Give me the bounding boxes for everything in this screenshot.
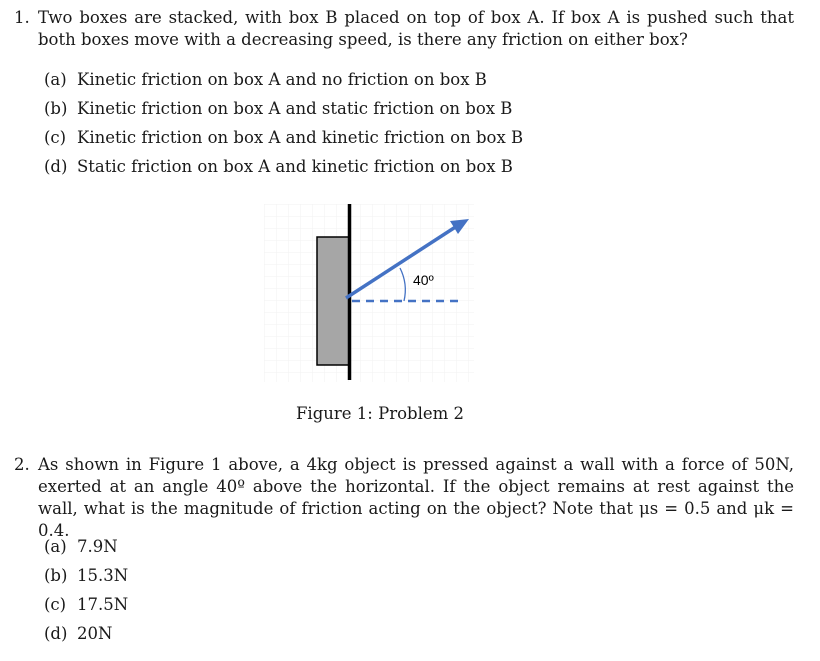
question-2-options [44,532,128,648]
mu-s-value: μs = 0.5 [639,499,711,518]
option-a: (a) 7.9N [44,537,118,556]
question-number: 1. [14,8,30,27]
figure-caption: Figure 1: Problem 2 [295,404,465,423]
figure-1 [264,204,474,382]
figure-grid-background [264,204,474,382]
question-text: As shown in Figure 1 above, a 4kg object is pressed against a wall with a force of 50N, exerted at an angle 40º above the horizontal. If the object remains at rest against the wall, what is the magnitude of friction acting on the object? Note that μs = 0.5 and μk = 0.4. [38,455,794,540]
option-c: (c) 17.5N [44,595,129,614]
option-d: (d) Static friction on box A and kinetic friction on box B [44,157,513,176]
option-b: (b) 15.3N [44,566,129,585]
option-c: (c) Kinetic friction on box A and kinetic friction on box B [44,128,524,147]
question-1-options [44,65,523,181]
option-d: (d) 20N [44,624,113,643]
question-text: Two boxes are stacked, with box B placed on top of box A. If box A is pushed such that both boxes move with a decreasing speed, is there any friction on either box? [38,8,794,49]
object-box [317,237,349,365]
question-number: 2. [14,455,30,474]
mu-k-value: μk = 0.4. [38,499,794,540]
option-a: (a) Kinetic friction on box A and no friction on box B [44,70,487,89]
option-b: (b) Kinetic friction on box A and static friction on box B [44,99,513,118]
question-2 [14,454,794,542]
force-diagram [264,204,474,382]
angle-label: 40º [413,272,434,288]
question-1 [14,7,794,51]
